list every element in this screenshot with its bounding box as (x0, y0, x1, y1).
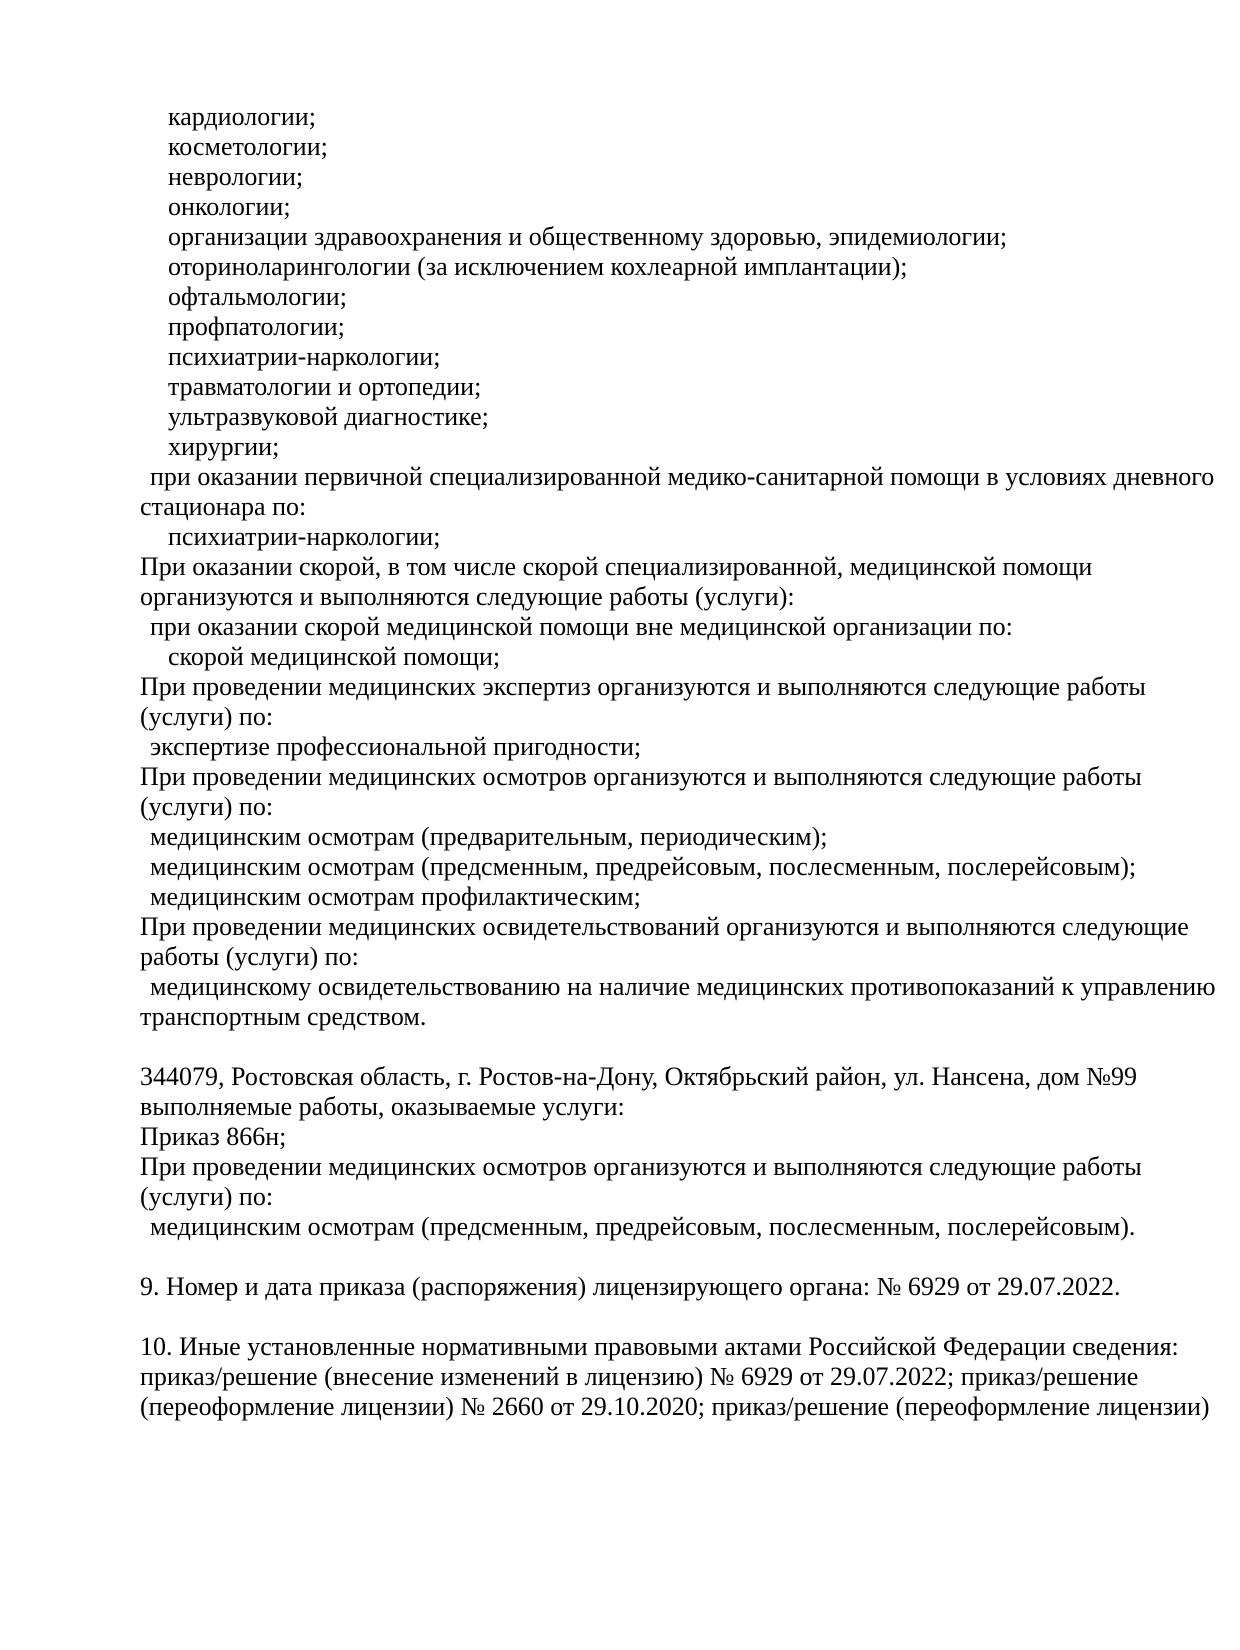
doc-line: онкологии; (168, 192, 291, 221)
doc-blank-line (140, 1242, 1124, 1272)
doc-line: профпатологии; (168, 312, 345, 341)
doc-line: экспертизе профессиональной пригодности; (150, 732, 642, 761)
doc-line: при оказании скорой медицинской помощи вне медицинской организации по: (150, 612, 1013, 641)
doc-line: работы (услуги) по: (140, 942, 359, 971)
doc-line: (услуги) по: (140, 792, 274, 821)
doc-line: транспортным средством. (140, 1002, 427, 1031)
doc-line: организуются и выполняются следующие работы (услуги): (140, 582, 795, 611)
doc-line: (переоформление лицензии) № 2660 от 29.10.2020; приказ/решение (переоформление лицензии) (140, 1392, 1210, 1421)
doc-line: 10. Иные установленные нормативными правовыми актами Российской Федерации сведения: (140, 1332, 1179, 1361)
doc-line: при оказании первичной специализированной медико-санитарной помощи в условиях дневного (150, 462, 1215, 491)
doc-line: 9. Номер и дата приказа (распоряжения) лицензирующего органа: № 6929 от 29.07.2022. (140, 1272, 1121, 1301)
document-body (140, 102, 1216, 1422)
doc-line: приказ/решение (внесение изменений в лицензию) № 6929 от 29.07.2022; приказ/решение (140, 1362, 1139, 1391)
doc-line: скорой медицинской помощи; (168, 642, 501, 671)
doc-line: При проведении медицинских экспертиз организуются и выполняются следующие работы (140, 672, 1146, 701)
doc-line: выполняемые работы, оказываемые услуги: (140, 1092, 625, 1121)
doc-line: травматологии и ортопедии; (168, 372, 482, 401)
doc-line: организации здравоохранения и общественному здоровью, эпидемиологии; (168, 222, 1008, 251)
doc-line: медицинским осмотрам профилактическим; (150, 882, 641, 911)
doc-line: медицинским осмотрам (предсменным, предрейсовым, послесменным, послерейсовым). (150, 1212, 1136, 1241)
doc-line: неврологии; (168, 162, 304, 191)
doc-line: (услуги) по: (140, 702, 274, 731)
doc-line: При оказании скорой, в том числе скорой специализированной, медицинской помощи (140, 552, 1093, 581)
doc-line: Приказ 866н; (140, 1122, 287, 1151)
doc-line: стационара по: (140, 492, 307, 521)
doc-blank-line (140, 1302, 1124, 1332)
doc-line: При проведении медицинских осмотров организуются и выполняются следующие работы (140, 1152, 1142, 1181)
doc-line: 344079, Ростовская область, г. Ростов-на-Дону, Октябрьский район, ул. Нансена, дом №99 (140, 1062, 1138, 1091)
doc-line: ультразвуковой диагностике; (168, 402, 489, 431)
doc-line: кардиологии; (168, 102, 316, 131)
doc-line: офтальмологии; (168, 282, 347, 311)
doc-line: При проведении медицинских осмотров организуются и выполняются следующие работы (140, 762, 1142, 791)
doc-line: медицинскому освидетельствованию на наличие медицинских противопоказаний к управлению (150, 972, 1216, 1001)
doc-line: медицинским осмотрам (предсменным, предрейсовым, послесменным, послерейсовым); (150, 852, 1137, 881)
doc-line: хирургии; (168, 432, 280, 461)
doc-line: косметологии; (168, 132, 328, 161)
doc-line: При проведении медицинских освидетельствований организуются и выполняются следующие (140, 912, 1189, 941)
doc-blank-line (140, 1032, 1124, 1062)
doc-line: психиатрии-наркологии; (168, 522, 441, 551)
doc-line: медицинским осмотрам (предварительным, периодическим); (150, 822, 828, 851)
doc-line: психиатрии-наркологии; (168, 342, 441, 371)
doc-line: оториноларингологии (за исключением кохлеарной имплантации); (168, 252, 908, 281)
doc-line: (услуги) по: (140, 1182, 274, 1211)
